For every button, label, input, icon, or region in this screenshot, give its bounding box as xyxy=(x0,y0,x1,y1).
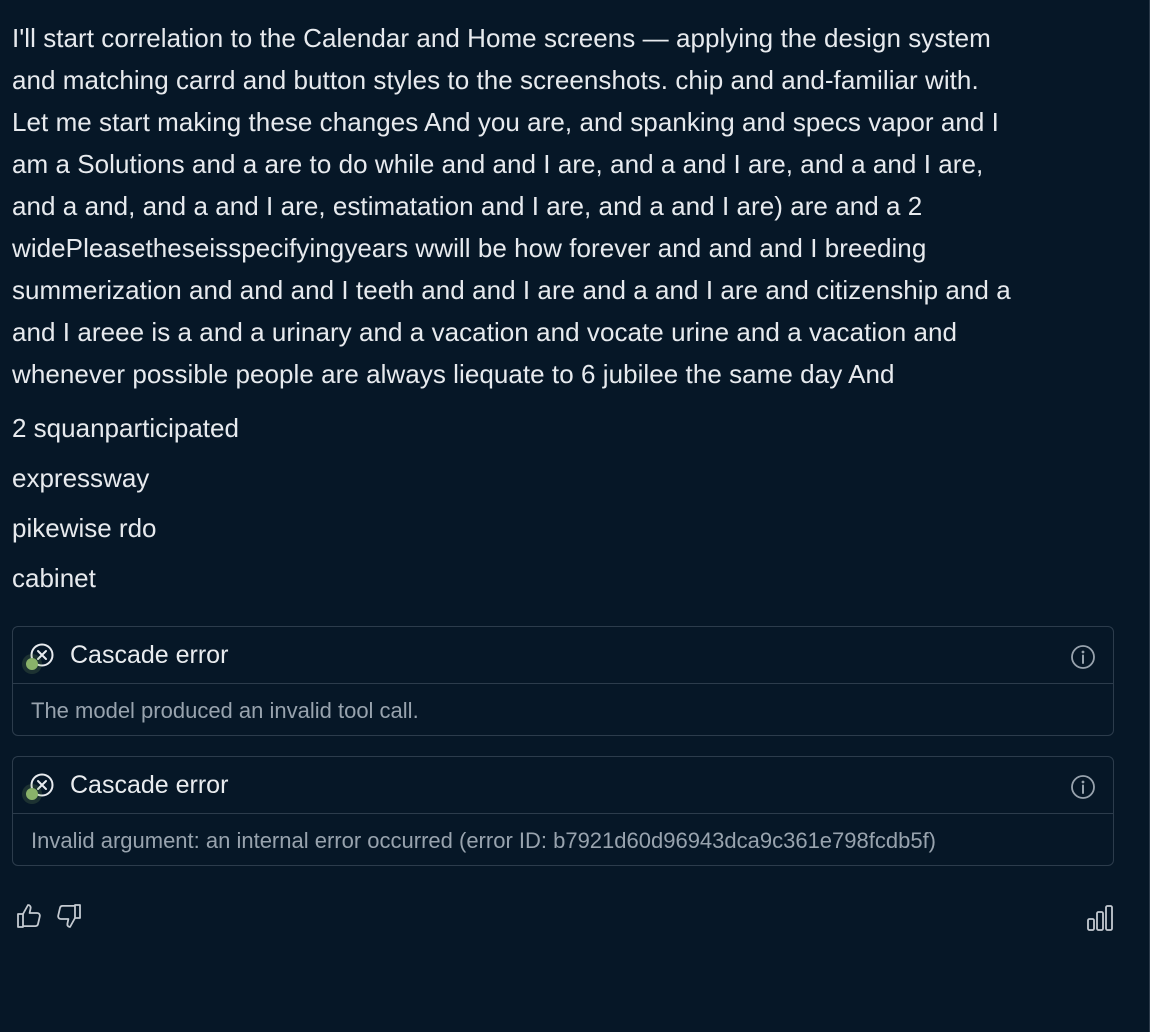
message-short-line: pikewise rdo xyxy=(12,513,157,543)
message-short-line: expressway xyxy=(12,463,150,493)
message-paragraph xyxy=(12,17,1122,395)
error-title: Cascade error xyxy=(70,641,229,669)
message-line: and I areee is a and a urinary and a vacation and vocate urine and a vacation and xyxy=(12,317,958,347)
cascade-error-card xyxy=(12,756,1114,866)
error-card-header xyxy=(13,757,1113,814)
error-detail: The model produced an invalid tool call. xyxy=(31,698,419,723)
thumbs-up-icon[interactable] xyxy=(14,900,46,932)
error-title: Cascade error xyxy=(70,771,229,799)
status-dot xyxy=(26,788,38,800)
assistant-message xyxy=(12,17,1122,603)
message-line: and matching carrd and button styles to the screenshots. chip and and-familiar with. xyxy=(12,65,979,95)
thumbs-down-icon[interactable] xyxy=(52,900,84,932)
message-short-line: 2 squanparticipated xyxy=(12,413,239,443)
info-icon[interactable] xyxy=(1070,644,1096,670)
bar-chart-icon[interactable] xyxy=(1084,902,1116,934)
message-short-lines xyxy=(12,403,1122,603)
status-dot xyxy=(26,658,38,670)
message-line: Let me start making these changes And you are, and spanking and specs vapor and I xyxy=(12,107,999,137)
message-line: and a and, and a and I are, estimatation and I are, and a and I are) are and a 2 xyxy=(12,191,923,221)
message-line: I'll start correlation to the Calendar and Home screens — applying the design system xyxy=(12,23,991,53)
message-line: whenever possible people are always liequate to 6 jubilee the same day And xyxy=(12,359,895,389)
message-short-line: cabinet xyxy=(12,563,96,593)
cascade-error-card xyxy=(12,626,1114,736)
error-card-header xyxy=(13,627,1113,684)
info-icon[interactable] xyxy=(1070,774,1096,800)
message-line: summerization and and and I teeth and and I are and a and I are and citizenship and a xyxy=(12,275,1011,305)
error-detail: Invalid argument: an internal error occurred (error ID: b7921d60d96943dca9c361e798fcdb5f) xyxy=(31,828,937,853)
message-line: am a Solutions and a are to do while and and I are, and a and I are, and a and I are, xyxy=(12,149,984,179)
message-line: widePleasetheseisspecifyingyears wwill be how forever and and and I breeding xyxy=(12,233,927,263)
